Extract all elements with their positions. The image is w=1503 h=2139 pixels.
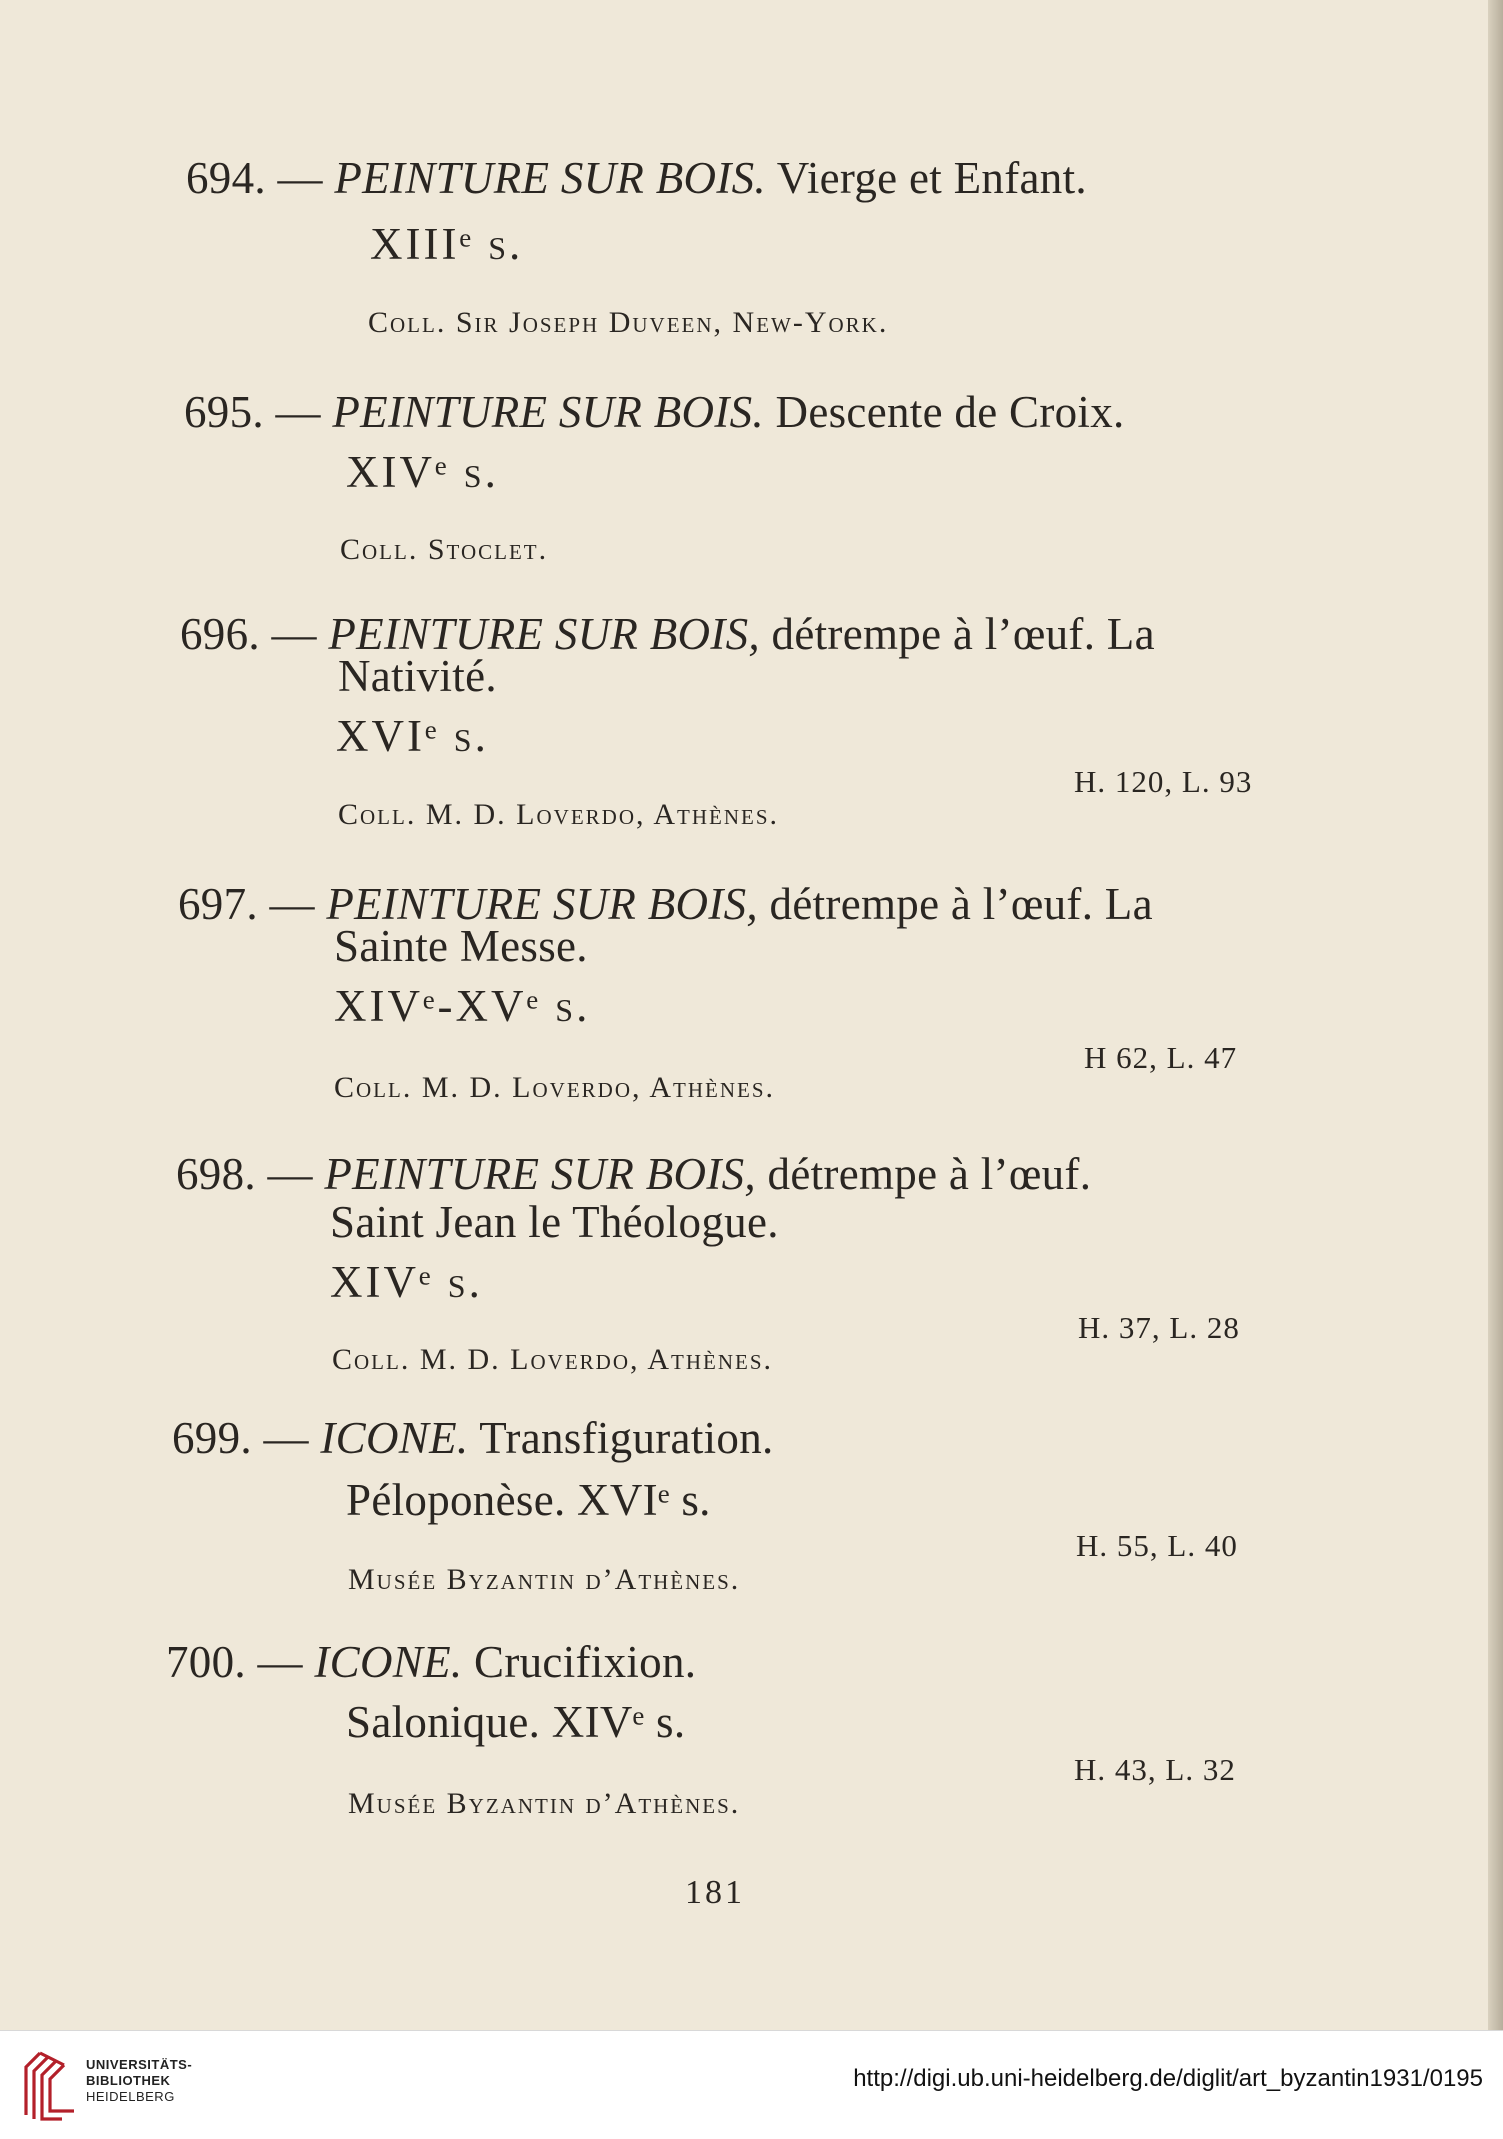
entry-collection: Musée Byzantin d’Athènes.: [348, 1787, 741, 1820]
entry-heading: [166, 1636, 696, 1688]
entry-number: 698.: [176, 1149, 256, 1199]
entry-description: détrempe à l’œuf.: [767, 1149, 1092, 1199]
entry-description: Crucifixion.: [474, 1637, 697, 1687]
entry-continuation: Saint Jean le Théologue.: [330, 1197, 779, 1247]
entry-number: 700.: [166, 1637, 246, 1687]
entry-date: XIVᵉ s.: [346, 447, 499, 497]
entry-title: ICONE.: [320, 1413, 469, 1463]
entry-dimensions: H. 43, L. 32: [1074, 1752, 1236, 1787]
entry-collection: Coll. Stoclet.: [340, 533, 549, 566]
page-edge: [1488, 0, 1503, 2030]
ub-heidelberg-logo-icon[interactable]: [18, 2045, 82, 2123]
source-url-link[interactable]: http://digi.ub.uni-heidelberg.de/diglit/art_byzantin1931/0195: [853, 2065, 1483, 2092]
entry-heading: [180, 608, 1155, 660]
library-name-line3: HEIDELBERG: [86, 2089, 175, 2104]
entry-title: PEINTURE SUR BOIS,: [326, 879, 758, 929]
entry-dash: —: [277, 153, 323, 203]
entry-dash: —: [271, 609, 317, 659]
entry-continuation: Sainte Messe.: [334, 921, 588, 971]
library-name-line1: UNIVERSITÄTS-: [86, 2057, 193, 2072]
entry-title: PEINTURE SUR BOIS.: [332, 387, 764, 437]
entry-heading: [178, 878, 1153, 930]
entry-heading: [184, 386, 1125, 438]
entry-description: détrempe à l’œuf. La: [769, 879, 1153, 929]
entry-date: XIIIᵉ s.: [370, 219, 524, 269]
entry-date: XVIᵉ s.: [336, 711, 489, 761]
entry-description: Vierge et Enfant.: [776, 153, 1087, 203]
entry-title: PEINTURE SUR BOIS,: [328, 609, 760, 659]
entry-date: Péloponèse. XVIᵉ s.: [346, 1475, 711, 1525]
entry-heading: [172, 1412, 774, 1464]
entry-number: 695.: [184, 387, 264, 437]
entry-number: 694.: [186, 153, 266, 203]
page-number: 181: [685, 1874, 745, 1911]
entry-dash: —: [269, 879, 315, 929]
entry-number: 697.: [178, 879, 258, 929]
library-name-line2: BIBLIOTHEK: [86, 2073, 171, 2088]
entry-heading: [176, 1148, 1280, 1200]
entry-collection: Musée Byzantin d’Athènes.: [348, 1563, 741, 1596]
entry-collection: Coll. Sir Joseph Duveen, New-York.: [368, 306, 889, 339]
entry-number: 696.: [180, 609, 260, 659]
entry-description: détrempe à l’œuf. La: [771, 609, 1155, 659]
entry-dash: —: [267, 1149, 313, 1199]
entry-dash: —: [275, 387, 321, 437]
entry-number: 699.: [172, 1413, 252, 1463]
entry-dash: —: [263, 1413, 309, 1463]
entry-date: Salonique. XIVᵉ s.: [346, 1697, 686, 1747]
entry-dimensions: H. 120, L. 93: [1074, 764, 1253, 799]
entry-description: Descente de Croix.: [775, 387, 1125, 437]
entry-continuation: Nativité.: [338, 651, 497, 701]
entry-date: XIVᵉ-XVᵉ s.: [334, 981, 591, 1031]
library-name: [86, 2057, 192, 2105]
entry-dimensions: H. 55, L. 40: [1076, 1528, 1238, 1563]
entry-dimensions: H 62, L. 47: [1084, 1040, 1238, 1075]
entry-description: Transfiguration.: [479, 1413, 774, 1463]
entry-title: ICONE.: [314, 1637, 463, 1687]
entry-title: PEINTURE SUR BOIS,: [324, 1149, 756, 1199]
entry-title: PEINTURE SUR BOIS.: [334, 153, 766, 203]
entry-collection: Coll. M. D. Loverdo, Athènes.: [338, 798, 779, 831]
entry-collection: Coll. M. D. Loverdo, Athènes.: [332, 1343, 773, 1376]
entry-collection: Coll. M. D. Loverdo, Athènes.: [334, 1071, 775, 1104]
entry-heading: [186, 152, 1087, 204]
entry-date: XIVᵉ s.: [330, 1257, 483, 1307]
entry-dimensions: H. 37, L. 28: [1078, 1310, 1240, 1345]
entry-dash: —: [257, 1637, 303, 1687]
footer-bar: [0, 2030, 1503, 2139]
